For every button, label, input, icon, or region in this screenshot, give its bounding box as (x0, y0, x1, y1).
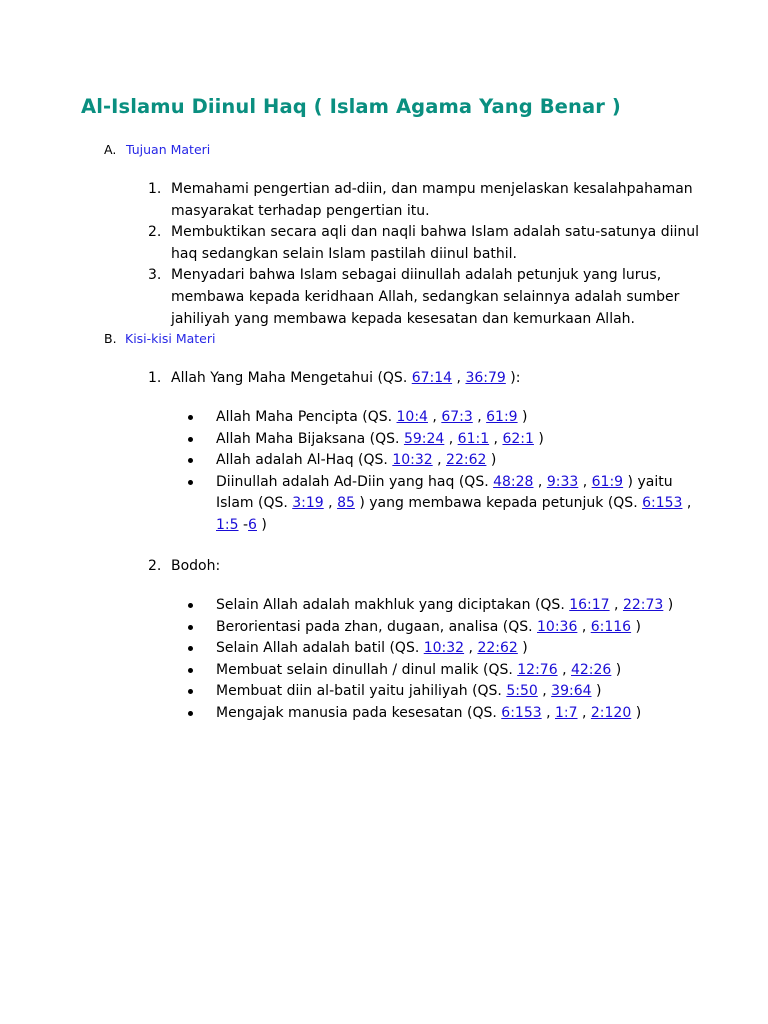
quran-ref-link[interactable]: 10:4 (396, 409, 428, 425)
item-text: jahiliyah yang membawa kepada kesesatan dan kemurkaan Allah. (171, 310, 635, 327)
bullet-text: 1:5 -6 ) (216, 516, 267, 533)
quran-ref-link[interactable]: 9:33 (546, 473, 579, 490)
item-text: Menyadari bahwa Islam sebagai diinullah adalah petunjuk yang lurus, (171, 267, 662, 284)
quran-ref-link[interactable]: 12:76 (517, 661, 558, 678)
list-item (148, 222, 700, 244)
quran-ref-link[interactable]: 39:64 (551, 683, 592, 700)
quran-ref-link[interactable]: 22:62 (477, 640, 518, 657)
list-item-continuation (148, 309, 693, 331)
bullet-icon (188, 437, 193, 442)
item-text: haq sedangkan selain Islam pastilah diinul bathil. (171, 245, 517, 262)
bullet-item (188, 472, 708, 494)
bullet-text: Membuat diin al-batil yaitu jahiliyah (QS. 5:50 , 39:64 ) (216, 683, 602, 700)
page-title: Al-Islamu Diinul Haq ( Islam Agama Yang Benar ) (81, 95, 621, 118)
list-item-continuation (148, 244, 693, 266)
bullet-text: Membuat selain dinullah / dinul malik (QS. 12:76 , 42:26 ) (216, 661, 622, 678)
bullet-list-1 (188, 407, 708, 537)
objectives-list (148, 179, 700, 330)
item-number: 3. (148, 267, 162, 284)
bullet-text: Selain Allah adalah batil (QS. 10:32 , 22:62 ) (216, 640, 528, 657)
list-item (148, 556, 693, 578)
item-text: Memahami pengertian ad-diin, dan mampu menjelaskan kesalahpahaman (171, 181, 693, 197)
quran-ref-link[interactable]: 61:9 (591, 473, 624, 490)
bullet-text: Allah Maha Pencipta (QS. 10:4 , 67:3 , 61:9 ) (216, 409, 528, 425)
bullet-item (188, 407, 708, 429)
item-number: 2. (148, 224, 162, 241)
bullet-text: Allah adalah Al-Haq (QS. 10:32 , 22:62 ) (216, 452, 497, 469)
quran-ref-link[interactable]: 42:26 (570, 661, 612, 678)
list-item-continuation (148, 201, 693, 223)
point-2 (148, 556, 693, 578)
quran-ref-link[interactable]: 2:120 (590, 704, 632, 721)
item-number: 2. (148, 558, 162, 574)
item-text: Allah Yang Maha Mengetahui (QS. 67:14 , 36:79 ): (171, 370, 521, 386)
quran-ref-link[interactable]: 22:73 (622, 597, 664, 613)
item-number: 1. (148, 181, 162, 197)
quran-ref-link[interactable]: 1:5 (216, 516, 239, 533)
quran-ref-link[interactable]: 6:153 (642, 495, 683, 512)
item-text: Membuktikan secara aqli dan naqli bahwa Islam adalah satu-satunya diinul (171, 224, 700, 241)
quran-ref-link[interactable]: 62:1 (502, 430, 534, 447)
point-1 (148, 368, 693, 390)
bullet-icon (188, 711, 193, 716)
quran-ref-link[interactable]: 10:36 (537, 618, 578, 635)
section-label: Tujuan Materi (126, 142, 211, 157)
bullet-item (188, 617, 708, 639)
bullet-icon (188, 625, 193, 630)
quran-ref-link[interactable]: 10:32 (392, 452, 433, 469)
quran-ref-link[interactable]: 61:1 (457, 430, 490, 447)
quran-ref-link[interactable]: 1:7 (555, 704, 578, 721)
bullet-text: Mengajak manusia pada kesesatan (QS. 6:153 , 1:7 , 2:120 ) (216, 704, 642, 721)
quran-ref-link[interactable]: 6:116 (590, 618, 632, 635)
bullet-icon (188, 458, 193, 463)
bullet-icon (188, 480, 193, 485)
section-label: Kisi-kisi Materi (125, 331, 216, 346)
bullet-item (188, 429, 708, 451)
quran-ref-link[interactable]: 3:19 (292, 495, 324, 512)
section-b-heading (104, 331, 216, 346)
section-a-heading (104, 142, 210, 157)
bullet-icon (188, 646, 193, 651)
quran-ref-link[interactable]: 59:24 (403, 430, 445, 447)
bullet-icon (188, 668, 193, 673)
bullet-list-2 (188, 595, 708, 725)
quran-ref-link[interactable]: 5:50 (506, 683, 538, 700)
bullet-text: Islam (QS. 3:19 , 85 ) yang membawa kepada petunjuk (QS. 6:153 , (216, 495, 692, 512)
quran-ref-link[interactable]: 6:153 (501, 704, 542, 721)
quran-ref-link[interactable]: 6 (248, 516, 257, 533)
bullet-text: Berorientasi pada zhan, dugaan, analisa (QS. 10:36 , 6:116 ) (216, 618, 642, 635)
bullet-item (188, 703, 708, 725)
item-text: membawa kepada keridhaan Allah, sedangkan selainnya adalah sumber (171, 288, 680, 305)
quran-ref-link[interactable]: 67:14 (411, 370, 453, 386)
bullet-item-continuation (188, 493, 708, 515)
quran-ref-link[interactable]: 36:79 (465, 370, 506, 386)
item-number: 1. (148, 370, 162, 386)
bullet-item (188, 681, 708, 703)
quran-ref-link[interactable]: 10:32 (423, 640, 465, 657)
section-letter: B. (104, 331, 117, 346)
item-text: Bodoh: (171, 558, 221, 574)
bullet-item (188, 638, 708, 660)
quran-ref-link[interactable]: 67:3 (441, 409, 473, 425)
bullet-text: Allah Maha Bijaksana (QS. 59:24 , 61:1 , 62:1 ) (216, 430, 544, 447)
bullet-item (188, 660, 708, 682)
bullet-text: Selain Allah adalah makhluk yang diciptakan (QS. 16:17 , 22:73 ) (216, 597, 674, 613)
quran-ref-link[interactable]: 85 (337, 495, 355, 512)
list-item (148, 179, 693, 201)
bullet-icon (188, 603, 193, 608)
bullet-text: Diinullah adalah Ad-Diin yang haq (QS. 48:28 , 9:33 , 61:9 ) yaitu (216, 473, 673, 490)
bullet-item (188, 595, 708, 617)
list-item (148, 265, 693, 287)
list-item (148, 368, 693, 390)
bullet-item-continuation (188, 515, 708, 537)
list-item-continuation (148, 287, 693, 309)
quran-ref-link[interactable]: 48:28 (493, 473, 534, 490)
quran-ref-link[interactable]: 61:9 (486, 409, 518, 425)
quran-ref-link[interactable]: 22:62 (446, 452, 487, 469)
item-text: masyarakat terhadap pengertian itu. (171, 202, 430, 219)
bullet-icon (188, 415, 193, 420)
quran-ref-link[interactable]: 16:17 (569, 597, 610, 613)
section-letter: A. (104, 142, 117, 157)
bullet-item (188, 450, 708, 472)
bullet-icon (188, 689, 193, 694)
